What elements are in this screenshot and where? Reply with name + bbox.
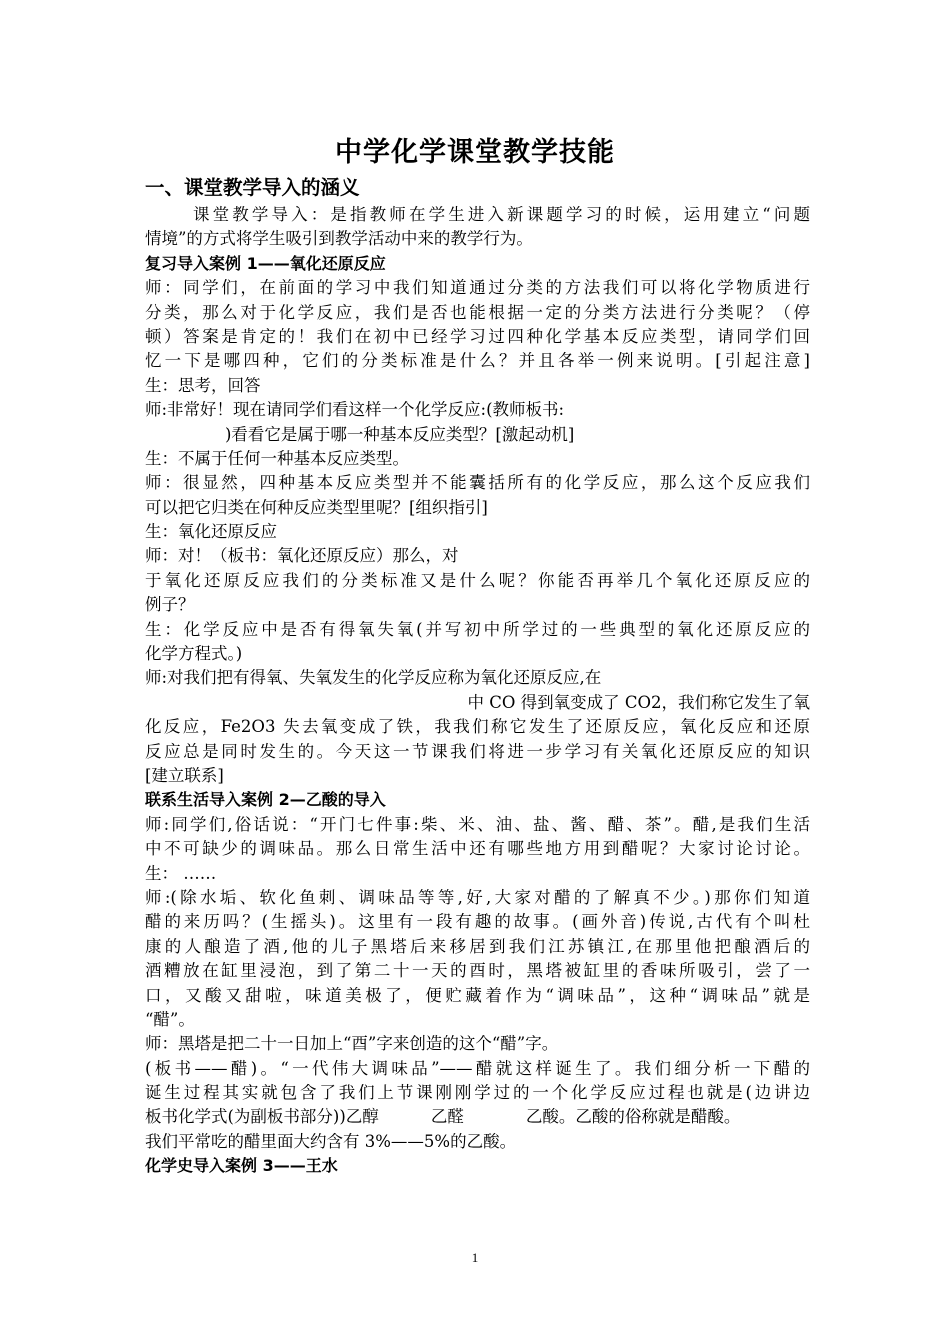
paragraph-line: 生：思考，回答 — [145, 375, 261, 395]
paragraph-line: 师：很显然，四种基本反应类型并不能囊括所有的化学反应，那么这个反应我们 — [145, 473, 810, 493]
paragraph-line: 化反应，Fe2O3 失去氧变成了铁，我我们称它发生了还原反应，氧化反应和还原 — [145, 717, 810, 737]
paragraph-line: “醋”。 — [145, 1009, 195, 1029]
paragraph-line: 醋的来历吗？(生摇头)。这里有一段有趣的故事。(画外音)传说,古代有个叫杜 — [145, 912, 810, 932]
paragraph-line: 忆一下是哪四种，它们的分类标准是什么？并且各举一例来说明。[引起注意] — [145, 351, 810, 371]
document-body — [145, 174, 810, 1179]
paragraph-line: 师：黑塔是把二十一日加上“酉”字来创造的这个“醋”字。 — [145, 1034, 559, 1054]
paragraph-line: 诞生过程其实就包含了我们上节课刚刚学过的一个化学反应过程也就是(边讲边 — [145, 1083, 810, 1103]
case-heading: 化学史导入案例 3——王水 — [145, 1156, 338, 1176]
paragraph-line: 师：同学们，在前面的学习中我们知道通过分类的方法我们可以将化学物质进行 — [145, 278, 810, 298]
text-segment: 乙醛 — [430, 1107, 464, 1127]
paragraph-line: 顿）答案是肯定的！我们在初中已经学习过四种化学基本反应类型，请同学们回 — [145, 326, 810, 346]
paragraph-line: 师：对！（板书：氧化还原反应）那么，对 — [145, 546, 459, 566]
paragraph-line: 例子？ — [145, 595, 195, 615]
paragraph-line: 中 CO 得到氧变成了 CO2，我们称它发生了氧 — [467, 692, 810, 712]
paragraph-line: 酒糟放在缸里浸泡，到了第二十一天的酉时，黑塔被缸里的香味所吸引，尝了一 — [145, 961, 810, 981]
document-title: 中学化学课堂教学技能 — [335, 137, 615, 168]
paragraph-line: 师:同学们,俗话说：“开门七件事:柴、米、油、盐、酱、醋、茶”。醋,是我们生活 — [145, 814, 810, 834]
paragraph-line: 我们平常吃的醋里面大约含有 3%——5%的乙酸。 — [145, 1131, 517, 1151]
paragraph-line: 反应总是同时发生的。今天这一节课我们将进一步学习有关氧化还原反应的知识 — [145, 741, 810, 761]
text-segment: 板书化学式(为副板书部分))乙醇 — [145, 1107, 379, 1127]
paragraph-line: 情境”的方式将学生吸引到教学活动中来的教学行为。 — [145, 229, 533, 249]
paragraph-line: )看看它是属于哪一种基本反应类型？[激起动机] — [225, 424, 575, 444]
paragraph-line: 师:对我们把有得氧、失氧发生的化学反应称为氧化还原反应,在 — [145, 668, 602, 688]
paragraph-line: 师:非常好！现在请同学们看这样一个化学反应:(教师板书: — [145, 400, 565, 420]
paragraph-line: 生： …… — [145, 863, 217, 883]
paragraph-line: 化学方程式。) — [145, 644, 243, 664]
paragraph-line: 分类，那么对于化学反应，我们是否也能根据一定的分类方法进行分类呢？（停 — [145, 302, 810, 322]
page-number: 1 — [471, 1250, 479, 1265]
paragraph-line: 生：氧化还原反应 — [145, 522, 277, 542]
section-heading: 一、课堂教学导入的涵义 — [145, 176, 360, 199]
paragraph-line: (板书——醋)。“一代伟大调味品”——醋就这样诞生了。我们细分析一下醋的 — [145, 1058, 810, 1078]
paragraph-line: 口，又酸又甜啦，味道美极了，便贮藏着作为“调味品”，这种“调味品”就是 — [145, 985, 810, 1005]
text-segment: 乙酸。乙酸的俗称就是醋酸。 — [525, 1107, 741, 1127]
case-heading: 联系生活导入案例 2—乙酸的导入 — [145, 790, 386, 810]
paragraph-line: 于氧化还原反应我们的分类标准又是什么呢？你能否再举几个氧化还原反应的 — [145, 570, 810, 590]
paragraph-line — [145, 1105, 810, 1129]
paragraph-line: 师:(除水垢、软化鱼刺、调味品等等,好,大家对醋的了解真不少。)那你们知道 — [145, 887, 810, 907]
paragraph-line: 生：化学反应中是否有得氧失氧(并写初中所学过的一些典型的氧化还原反应的 — [145, 619, 810, 639]
paragraph-line: 中不可缺少的调味品。那么日常生活中还有哪些地方用到醋呢？大家讨论讨论。 — [145, 839, 810, 859]
paragraph-line: 课堂教学导入：是指教师在学生进入新课题学习的时候，运用建立“问题 — [193, 205, 810, 224]
paragraph-line: 康的人酿造了酒,他的儿子黑塔后来移居到我们江苏镇江,在那里他把酿酒后的 — [145, 936, 810, 956]
case-heading: 复习导入案例 1——氧化还原反应 — [145, 253, 386, 273]
paragraph-line: 生：不属于任何一种基本反应类型。 — [145, 448, 409, 468]
paragraph-line: [建立联系] — [145, 765, 224, 785]
paragraph-line: 可以把它归类在何种反应类型里呢？[组织指引] — [145, 497, 488, 517]
